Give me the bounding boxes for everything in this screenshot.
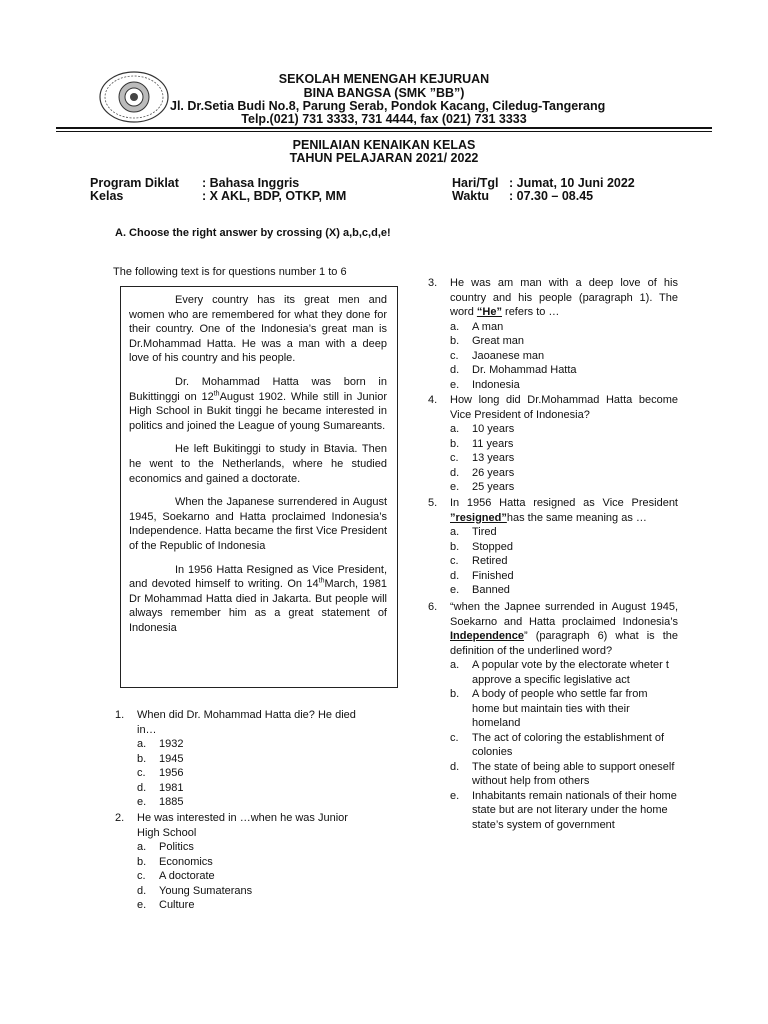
answer-option[interactable]: [450, 687, 678, 731]
passage-intro: The following text is for questions number 1 to 6: [113, 266, 347, 278]
option-letter: d.: [450, 760, 460, 773]
option-text: A body of people who settle far from home but maintain ties with their homeland: [472, 688, 648, 729]
answer-option[interactable]: [137, 752, 365, 767]
answer-option[interactable]: [450, 731, 678, 760]
header-divider-thin: [56, 131, 712, 132]
header-divider: [56, 127, 712, 129]
date-label: Hari/Tgl: [452, 176, 499, 190]
option-text: 10 years: [472, 423, 515, 435]
option-letter: b.: [450, 688, 460, 700]
option-letter: b.: [450, 540, 460, 553]
option-letter: d.: [450, 569, 460, 582]
time-label: Waktu: [452, 189, 490, 203]
option-text: A popular vote by the electorate wheter t approve a specific legislative act: [472, 659, 669, 686]
option-text: Young Sumaterans: [159, 884, 253, 897]
option-text: 1956: [159, 767, 184, 779]
option-text: 11 years: [472, 437, 514, 450]
answer-option[interactable]: [450, 466, 678, 481]
option-letter: c.: [450, 452, 459, 464]
option-text: A man: [472, 320, 504, 333]
option-letter: a.: [450, 320, 460, 333]
option-text: Finished: [472, 569, 514, 582]
option-text: Banned: [472, 584, 510, 596]
option-letter: b.: [137, 752, 147, 765]
class-value: : X AKL, BDP, OTKP, MM: [202, 189, 347, 203]
question-text: He was interested in …when he was Junior High School: [137, 812, 348, 839]
answer-option[interactable]: [137, 737, 365, 752]
option-text: 1885: [159, 796, 184, 808]
answer-option[interactable]: [450, 422, 678, 437]
option-letter: d.: [450, 466, 460, 479]
option-letter: a.: [137, 738, 147, 750]
answer-option[interactable]: [450, 760, 678, 789]
answer-option[interactable]: [450, 437, 678, 452]
option-text: The state of being able to support oneself without help from others: [472, 760, 675, 787]
class-label: Kelas: [90, 189, 124, 203]
question-5: 5. In 1956 Hatta resigned as Vice President ”resigned”has the same meaning as … a. Tired b. Stopped c. Retired d. Finished e. Banned: [428, 497, 678, 596]
school-name: BINA BANGSA (SMK ”BB”): [303, 86, 465, 100]
option-letter: e.: [450, 378, 460, 391]
option-letter: e.: [137, 796, 147, 808]
option-text: Economics: [159, 855, 213, 868]
question-text: In 1956 Hatta resigned as Vice President ”resigned”has the same meaning as …: [450, 497, 678, 524]
option-text: Tired: [472, 526, 497, 538]
time-value: : 07.30 – 08.45: [509, 189, 594, 203]
option-text: Jaoanese man: [472, 349, 545, 362]
answer-option[interactable]: [450, 480, 678, 495]
answer-option[interactable]: [450, 658, 678, 687]
passage-paragraph: In 1956 Hatta Resigned as Vice President, and devoted himself to writing. On 14thMarch, 1981 Dr Mohammad Hatta died in Jakarta. But people will always remember him as a great statement of Indonesia: [129, 563, 387, 634]
option-text: Great man: [472, 335, 524, 347]
option-letter: e.: [137, 899, 147, 911]
option-letter: d.: [137, 781, 147, 794]
question-text: He was am man with a deep love of his country and his people (paragraph 1). The word “He” refers to …: [450, 277, 678, 318]
question-text: “when the Japnee surrended in August 1945, Soekarno and Hatta proclaimed Indonesia’s Independence” (paragraph 6) what is the definition of the underlined word?: [450, 601, 678, 657]
option-letter: a.: [450, 526, 460, 538]
question-1: 1. When did Dr. Mohammad Hatta die? He died in… a. 1932 b. 1945 c. 1956 d. 1981 e. 1885: [115, 708, 365, 810]
answer-option[interactable]: [137, 869, 365, 884]
answer-option[interactable]: [450, 789, 678, 833]
program-label: Program Diklat: [90, 176, 179, 190]
question-6: 6. “when the Japnee surrended in August 1945, Soekarno and Hatta proclaimed Indonesia’s Independence” (paragraph 6) what is the definition of the underlined word? a. A popular vote by the electorate wheter t approve a specific legislative act b. A body of people who settle far from home but maintain ties with their homeland c. The act of coloring the establishment of colonies d. The state of being able to support oneself without help from others e. Inhabitants remain nationals of their home state but are not literary under the home state’s system of government: [428, 601, 678, 831]
option-text: Retired: [472, 555, 508, 567]
answer-option[interactable]: [137, 766, 365, 781]
option-text: Politics: [159, 841, 194, 853]
option-text: 1932: [159, 738, 184, 750]
answer-option[interactable]: [450, 349, 678, 364]
option-letter: c.: [450, 731, 459, 744]
question-4: 4. How long did Dr.Mohammad Hatta become Vice President of Indonesia? a. 10 years b. 11 years c. 13 years d. 26 years e. 25 years: [428, 394, 678, 493]
question-3: 3. He was am man with a deep love of his country and his people (paragraph 1). The word “He” refers to … a. A man b. Great man c. Jaoanese man d. Dr. Mohammad Hatta e. Indonesia: [428, 277, 678, 391]
option-letter: b.: [450, 335, 460, 347]
school-phone: Telp.(021) 731 3333, 731 4444, fax (021) 731 3333: [241, 112, 527, 126]
answer-option[interactable]: [450, 378, 678, 393]
option-text: 26 years: [472, 466, 515, 479]
option-text: 25 years: [472, 481, 515, 493]
question-2: 2. He was interested in …when he was Junior High School a. Politics b. Economics c. A doctorate d. Young Sumaterans e. Culture: [115, 811, 365, 913]
option-letter: b.: [137, 855, 147, 868]
exam-year: TAHUN PELAJARAN 2021/ 2022: [289, 151, 479, 165]
option-text: 13 years: [472, 452, 515, 464]
answer-option[interactable]: [450, 334, 678, 349]
answer-option[interactable]: [450, 569, 678, 584]
program-value: : Bahasa Inggris: [202, 176, 300, 190]
option-text: The act of coloring the establishment of colonies: [472, 731, 664, 758]
option-letter: c.: [450, 349, 459, 362]
answer-option[interactable]: [450, 554, 678, 569]
option-text: 1945: [159, 752, 184, 765]
option-text: Stopped: [472, 540, 513, 553]
option-letter: e.: [450, 584, 460, 596]
option-letter: d.: [137, 884, 147, 897]
passage-paragraph: When the Japanese surrendered in August 1945, Soekarno and Hatta proclaimed Indonesia’s Independence. Hatta became the first Vice President of the Republic of Indonesia: [129, 496, 387, 552]
option-letter: d.: [450, 364, 460, 376]
option-letter: e.: [450, 789, 460, 802]
answer-option[interactable]: [137, 781, 365, 796]
answer-option[interactable]: [137, 898, 365, 913]
option-letter: c.: [137, 870, 146, 882]
option-text: 1981: [159, 781, 184, 794]
option-letter: b.: [450, 437, 460, 450]
option-letter: a.: [137, 841, 147, 853]
question-text: When did Dr. Mohammad Hatta die? He died in…: [137, 709, 356, 736]
option-text: A doctorate: [159, 870, 215, 882]
option-letter: c.: [450, 555, 459, 567]
option-text: Indonesia: [472, 378, 520, 391]
option-letter: c.: [137, 767, 146, 779]
answer-option[interactable]: [450, 540, 678, 555]
passage-paragraph: Dr. Mohammad Hatta was born in Bukittinggi on 12thAugust 1902. While still in Junior High School in Bukit tinggi he became interested in politics and joined the League of young Sumareants.: [129, 375, 387, 432]
question-text: How long did Dr.Mohammad Hatta become Vice President of Indonesia?: [450, 394, 678, 421]
answer-option[interactable]: [450, 451, 678, 466]
passage-paragraph: Every country has its great men and women who are remembered for what they done for their country. One of the Indonesia’s great man is Dr.Mohammad Hatta. He was a man with a deep love of his country and his people.: [129, 294, 387, 365]
school-type: SEKOLAH MENENGAH KEJURUAN: [278, 72, 490, 86]
answer-option[interactable]: [137, 795, 365, 810]
date-value: : Jumat, 10 Juni 2022: [509, 176, 635, 190]
section-instruction: A. Choose the right answer by crossing (X) a,b,c,d,e!: [115, 227, 391, 239]
school-address: Jl. Dr.Setia Budi No.8, Parung Serab, Pondok Kacang, Ciledug-Tangerang: [170, 99, 606, 113]
answer-option[interactable]: [450, 363, 678, 378]
option-letter: a.: [450, 423, 460, 435]
reading-passage: [120, 286, 398, 688]
answer-option[interactable]: [450, 583, 678, 598]
answer-option[interactable]: [137, 855, 365, 870]
answer-option[interactable]: [450, 320, 678, 335]
exam-title: PENILAIAN KENAIKAN KELAS: [292, 138, 476, 152]
option-text: Inhabitants remain nationals of their home state but are not literary under the home state’s system of government: [472, 789, 677, 831]
option-text: Dr. Mohammad Hatta: [472, 364, 577, 376]
answer-option[interactable]: [137, 840, 365, 855]
answer-option[interactable]: [450, 525, 678, 540]
option-text: Culture: [159, 899, 195, 911]
passage-paragraph: He left Bukitinggi to study in Btavia. Then he went to the Netherlands, where he studied economics and gained a doctorate.: [129, 443, 387, 485]
option-letter: e.: [450, 481, 460, 493]
answer-option[interactable]: [137, 884, 365, 899]
option-letter: a.: [450, 659, 460, 671]
